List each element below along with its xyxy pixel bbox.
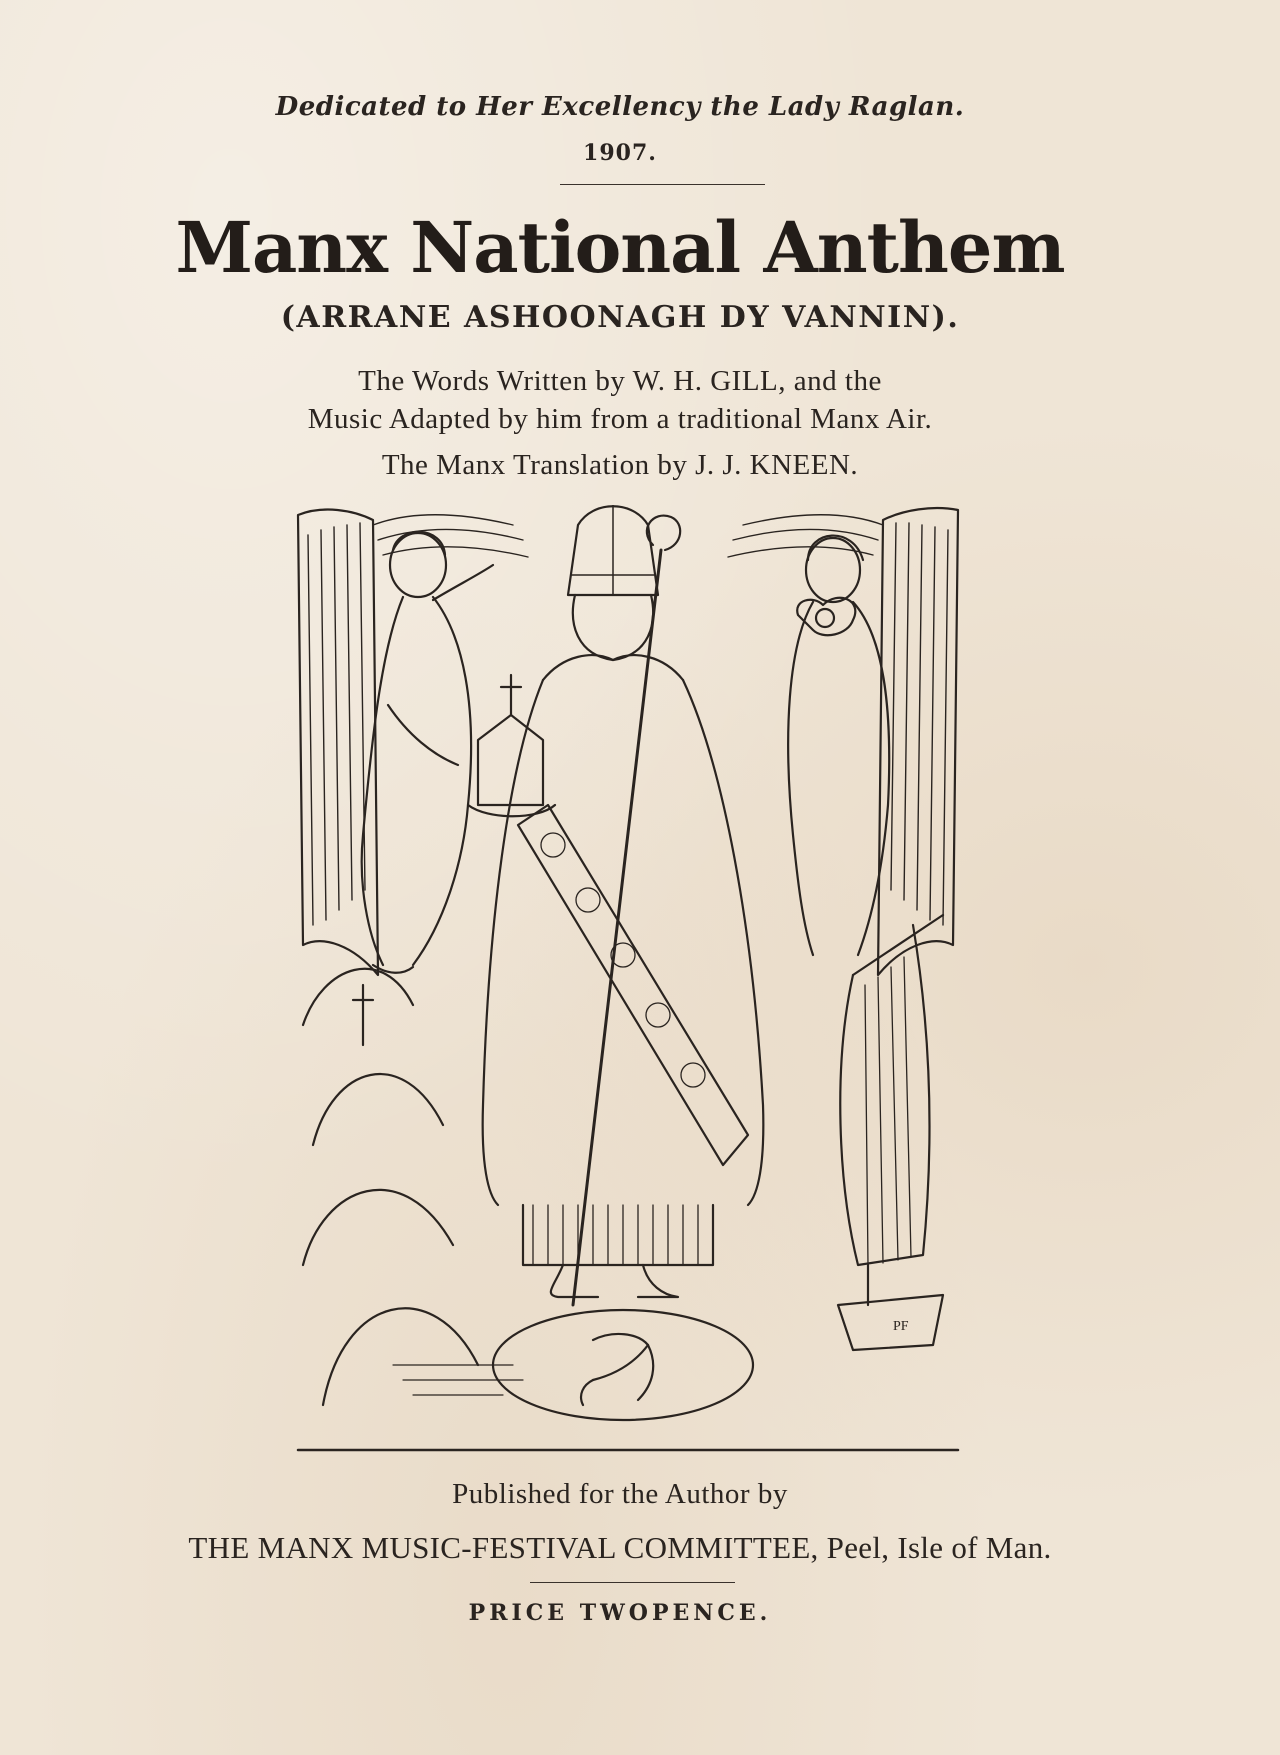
credits-line-translation: The Manx Translation by J. J. KNEEN. [381, 449, 859, 481]
ship-monogram: PF [893, 1319, 909, 1334]
publisher-name: THE MANX MUSIC-FESTIVAL COMMITTEE, Peel, Isle of Man. [188, 1530, 1052, 1565]
price-label: PRICE TWOPENCE. [468, 1600, 772, 1626]
dedication-line: Dedicated to Her Excellency the Lady Raglan. [275, 92, 965, 122]
page-subtitle: (ARRANE ASHOONAGH DY VANNIN). [280, 300, 960, 335]
footer-divider-rule [530, 1582, 735, 1583]
publisher-intro: Published for the Author by [452, 1478, 788, 1510]
page-title: Manx National Anthem [175, 206, 1065, 289]
credits-line-music: Music Adapted by him from a traditional Manx Air. [307, 403, 933, 435]
bishop-with-angels-illustration-icon [293, 505, 963, 1455]
credits-line-words: The Words Written by W. H. GILL, and the [358, 365, 882, 397]
publication-year: 1907. [583, 140, 657, 166]
credits-block [0, 362, 1240, 484]
divider-rule [560, 184, 765, 185]
